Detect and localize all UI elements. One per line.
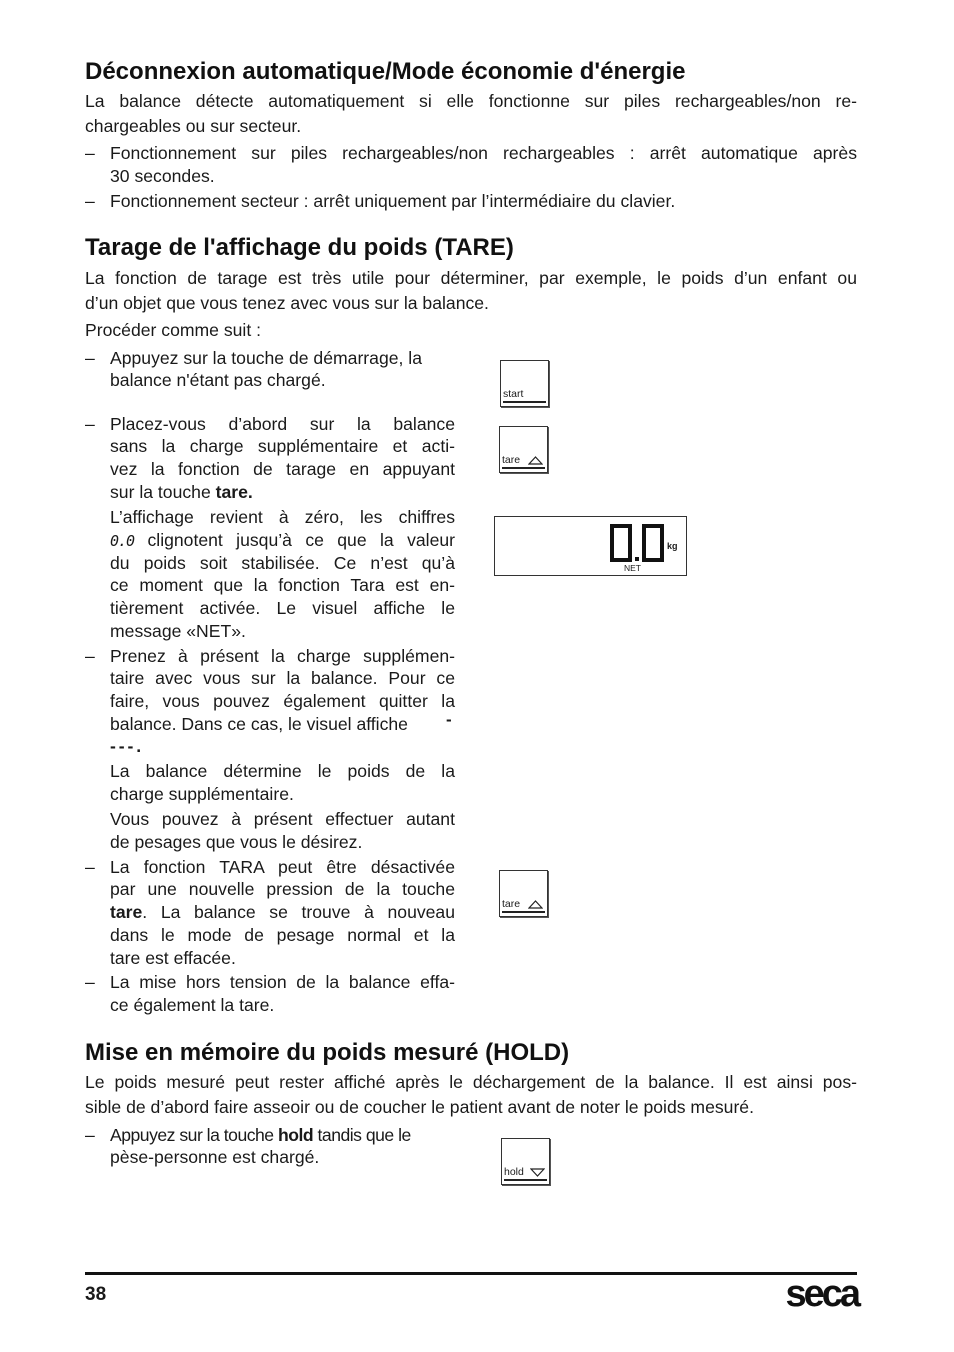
hold-key-icon: [501, 1138, 550, 1185]
tare-step3-line5: - - - .: [110, 736, 141, 756]
key-baseline: [503, 401, 546, 403]
tare-key-ref: tare.: [215, 482, 253, 502]
hold-intro-line1: Le poids mesuré peut rester affiché après le déchargement de la balance. Il est ainsi pos-: [85, 1072, 857, 1092]
triangle-down-icon: [530, 1168, 545, 1177]
tare-step4-line3: [110, 900, 455, 925]
start-key-icon: [500, 360, 549, 407]
tare-step4-line1: La fonction TARA peut être désactivée: [110, 857, 455, 877]
display-unit: kg: [667, 541, 678, 551]
tare-step5-line1: La mise hors tension de la balance effa-: [110, 972, 455, 992]
tare-step2b-line3: du poids soit stabilisée. Ce n’est qu’à: [110, 553, 455, 573]
tare-step3-line4: balance. Dans ce cas, le visuel affiche: [110, 714, 408, 734]
bullet-dash: –: [85, 348, 95, 368]
bullet-dash: –: [85, 414, 95, 434]
tare-step2-line2: sans la charge supplémentaire et acti-: [110, 436, 455, 456]
key-baseline: [502, 467, 545, 469]
tare-proceed: Procéder comme suit :: [85, 320, 261, 340]
triangle-up-icon: [528, 456, 543, 465]
footer-rule: [85, 1272, 857, 1275]
seca-logo: [778, 1273, 858, 1315]
heading-auto-off: Déconnexion automatique/Mode économie d'énergie: [85, 58, 686, 85]
heading-tare: Tarage de l'affichage du poids (TARE): [85, 234, 514, 261]
tare-step3b-line2: charge supplémentaire.: [110, 784, 294, 804]
start-key-label: start: [503, 388, 524, 400]
seca-logo-text: seca: [785, 1273, 858, 1315]
hold-key-ref: hold: [277, 1125, 314, 1145]
bullet-dash: –: [85, 857, 95, 877]
tare-step2-line1: Placez-vous d’abord sur la balance: [110, 414, 455, 434]
tare-step3c-line2: de pesages que vous le désirez.: [110, 832, 363, 852]
bullet-dash: –: [85, 191, 95, 211]
tare-step2-line4-text: sur la touche: [110, 482, 211, 502]
tare-step2b-line5: tièrement activée. Le visuel affiche le: [110, 598, 455, 618]
tare-step3-line3: faire, vous pouvez également quitter la: [110, 691, 455, 711]
hold-step1-line2: pèse-personne est chargé.: [110, 1147, 320, 1167]
auto-off-intro-line2: chargeables ou sur secteur.: [85, 116, 302, 136]
auto-off-bullet1-line1: Fonctionnement sur piles rechargeables/non rechargeables : arrêt automatique après: [110, 143, 857, 163]
tare-step3-line1: Prenez à présent la charge supplémen-: [110, 646, 455, 666]
blinking-digits: 0.0: [110, 532, 135, 550]
tare-step4-line3-text: . La balance se trouve à nouveau: [142, 902, 455, 922]
tare-step2-line3: vez la fonction de tarage en appuyant: [110, 459, 455, 479]
seven-segment-digits: [495, 517, 688, 577]
bullet-dash: –: [85, 972, 95, 992]
auto-off-bullet1-line2: 30 secondes.: [110, 166, 215, 186]
hold-intro-line2: sible de d’abord faire asseoir ou de coucher le patient avant de noter le poids mesuré.: [85, 1097, 754, 1117]
key-baseline: [502, 911, 545, 913]
tare-key-icon: [499, 426, 548, 473]
tare-key-label: tare: [502, 454, 521, 466]
tare-key-icon: [499, 870, 548, 917]
scale-display: [494, 516, 687, 576]
tare-step4-line2: par une nouvelle pression de la touche: [110, 879, 455, 899]
tare-step2b-line1: L’affichage revient à zéro, les chiffres: [110, 507, 455, 527]
auto-off-intro-line1: La balance détecte automatiquement si elle fonctionne sur piles rechargeables/non re-: [85, 91, 857, 111]
tare-step3b-line1: La balance détermine le poids de la: [110, 761, 455, 781]
tare-intro-line2: d’un objet que vous tenez avec vous sur la balance.: [85, 293, 489, 313]
tare-step2b-line6: message «NET».: [110, 621, 246, 641]
tare-key-ref: tare: [110, 902, 143, 922]
bullet-dash: –: [85, 646, 95, 666]
page-number: 38: [85, 1284, 107, 1305]
hold-step1-text-pre: Appuyez sur la touche: [110, 1125, 274, 1145]
heading-hold: Mise en mémoire du poids mesuré (HOLD): [85, 1039, 570, 1066]
auto-off-bullet2: Fonctionnement secteur : arrêt uniquement par l’intermédiaire du clavier.: [110, 191, 676, 211]
tare-step2-line4: [110, 480, 253, 505]
display-net-indicator: NET: [624, 563, 641, 573]
bullet-dash: –: [85, 1125, 95, 1145]
key-baseline: [504, 1179, 547, 1181]
hold-step1-text-post: tandis que le: [317, 1125, 411, 1145]
tare-step5-line2: ce également la tare.: [110, 995, 275, 1015]
triangle-up-icon: [528, 900, 543, 909]
tare-step4-line5: tare est effacée.: [110, 948, 236, 968]
hold-key-label: hold: [504, 1166, 524, 1178]
tare-intro-line1: La fonction de tarage est très utile pour déterminer, par exemple, le poids d’un enfant ou: [85, 268, 857, 288]
tare-key-label: tare: [502, 898, 521, 910]
bullet-dash: –: [85, 143, 95, 163]
tare-step4-line4: dans le mode de pesage normal et la: [110, 925, 455, 945]
tare-step2b-line4: ce moment que la fonction Tara est en-: [110, 575, 455, 595]
dash-segment-top: -: [446, 710, 452, 729]
tare-step1-line2: balance n'étant pas chargé.: [110, 370, 326, 390]
tare-step3c-line1: Vous pouvez à présent effectuer autant: [110, 809, 455, 829]
tare-step1-line1: Appuyez sur la touche de démarrage, la: [110, 348, 422, 368]
tare-step3-line2: taire avec vous sur la balance. Pour ce: [110, 668, 455, 688]
tare-step2b-line2-text: clignotent jusqu’à ce que la valeur: [147, 530, 456, 550]
